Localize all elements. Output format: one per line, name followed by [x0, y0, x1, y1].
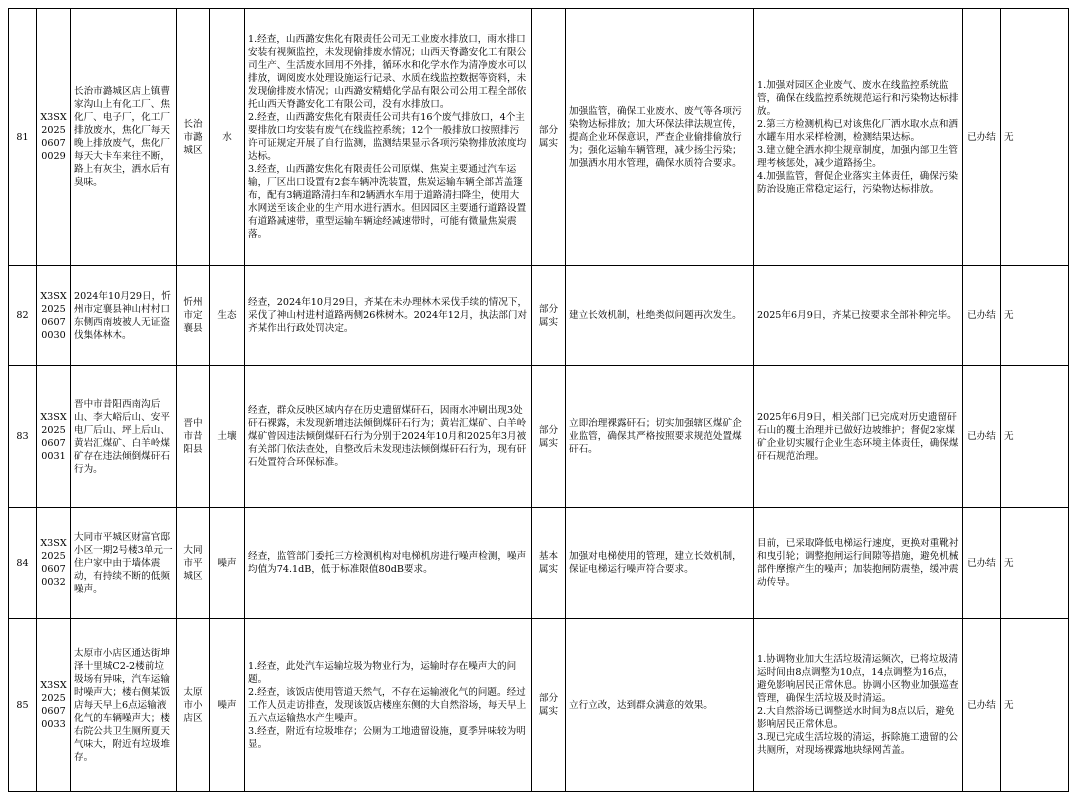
- case-code: X3SX202506070030: [37, 266, 71, 366]
- rectification-requirement: 加强对电梯使用的管理，建立长效机制，保证电梯运行噪声符合要求。: [566, 508, 754, 619]
- case-code: X3SX202506070031: [37, 366, 71, 508]
- complaint-text: 太原市小店区通达街坤泽十里城C2-2楼前垃圾场有异味，汽车运输时噪声大；楼右侧某饭店每天早上6点运输液化气的车辆噪声大；楼右院公共卫生厕所夏天气味大，附近有垃圾堆存。: [71, 619, 177, 792]
- rectification-measures: [754, 619, 963, 792]
- findings-text-item: 2.经查，山西潞安焦化有限责任公司共有16个废气排放口，4个主要排放口均安装有废气在线监控系统；12个一般排放口按照排污许可证规定开展了自行监测，监测结果显示各项污染物排放浓度均达标。: [248, 112, 527, 162]
- findings-text-item: 2.经查，该饭店使用管道天然气，不存在运输液化气的问题。经过工作人员走访排查，发现该饭店楼座东侧的大自然浴场，每天早上五六点运输热水产生噪声。: [248, 686, 527, 724]
- accountability: 无: [1001, 9, 1069, 266]
- admin-area: 晋中市昔阳县: [177, 366, 210, 508]
- findings-text-item: 1.经查，山西潞安焦化有限责任公司无工业废水排放口，雨水排口安装有视频监控，未发现偷排废水情况；山西天脊潞安化工有限公司生产、生活废水回用不外排，循环水和化学水作为清净废水可以排放，调阅废水处理设施运行记录、水质在线监控数据等资料，未发现偷排废水情况；山西潞安精蜡化学品有限公司公用工程全部依托山西天脊潞安化工有限公司，没有水排放口。: [248, 34, 527, 110]
- admin-area: 大同市平城区: [177, 508, 210, 619]
- findings-text-item: 3.经查，山西潞安焦化有限责任公司原煤、焦炭主要通过汽车运输，厂区出口设置有2套车辆冲洗装置，焦炭运输车辆全部苫盖篷布，配有3辆道路清扫车和2辆洒水车用于道路清扫降尘，使用大水网送至该企业的生产用水进行洒水。但因园区主要通行道路设置有道路减速带，重型运输车辆途经减速带时，可能有微量焦炭震落。: [248, 164, 527, 240]
- pollution-category: 土壤: [210, 366, 245, 508]
- case-code: X3SX202506070033: [37, 619, 71, 792]
- admin-area: 太原市小店区: [177, 619, 210, 792]
- rectification-measures-item: 2025年6月9日，相关部门已完成对历史遗留矸石山的覆土治理并已做好边坡维护；督促2家煤矿企业切实履行企业生态环境主体责任，确保煤矸石规范治理。: [757, 411, 959, 462]
- findings-text-item: 经查，2024年10月29日，齐某在未办理林木采伐手续的情况下，采伐了神山村进村道路两侧26株树木。2024年12月，执法部门对齐某作出行政处罚决定。: [248, 297, 528, 334]
- rectification-measures-item: 4.加强监管，督促企业落实主体责任，确保污染防治设施正常稳定运行，污染物达标排放。: [757, 170, 959, 195]
- status: 已办结: [963, 508, 1001, 619]
- accountability: 无: [1001, 366, 1069, 508]
- findings-text: [245, 9, 532, 266]
- rectification-measures: [754, 508, 963, 619]
- status: 已办结: [963, 9, 1001, 266]
- verdict: 基本属实: [532, 508, 566, 619]
- admin-area: 长治市潞城区: [177, 9, 210, 266]
- rectification-measures: [754, 366, 963, 508]
- complaint-text: 大同市平城区财富官邸小区一期2号楼3单元一住户家中由于墙体震动，有持续不断的低频噪声。: [71, 508, 177, 619]
- rectification-measures-item: 3.现已完成生活垃圾的清运，拆除施工遗留的公共厕所，对现场裸露地块绿网苫盖。: [757, 732, 959, 756]
- rectification-measures: [754, 266, 963, 366]
- rectification-measures-item: 1.加强对园区企业废气、废水在线监控系统监管，确保在线监控系统规范运行和污染物达标排放。: [757, 79, 959, 117]
- rectification-measures-item: 1.协调物业加大生活垃圾清运频次，已将垃圾清运时间由8点调整为10点，14点调整为16点，避免影响居民正常休息。协调小区物业加强巡查管理，确保生活垃圾及时清运。: [757, 654, 959, 704]
- pollution-category: 噪声: [210, 508, 245, 619]
- rectification-measures-item: 3.建立健全洒水抑尘规章制度，加强内部卫生管理考核惩处，减少道路扬尘。: [757, 144, 959, 169]
- table-row: [9, 619, 1069, 792]
- status: 已办结: [963, 366, 1001, 508]
- findings-text: [245, 266, 532, 366]
- findings-text: [245, 366, 532, 508]
- verdict: 部分属实: [532, 9, 566, 266]
- complaint-text: 2024年10月29日，忻州市定襄县神山村村口东侧西南坡被人无证盗伐集体林木。: [71, 266, 177, 366]
- verdict: 部分属实: [532, 619, 566, 792]
- rectification-measures-item: 2025年6月9日，齐某已按要求全部补种完毕。: [757, 310, 957, 321]
- status: 已办结: [963, 619, 1001, 792]
- rectification-measures-item: 2.大自然浴场已调整送水时间为8点以后，避免影响居民正常休息。: [757, 706, 955, 730]
- findings-text-item: 经查，监管部门委托三方检测机构对电梯机房进行噪声检测，噪声均值为74.1dB，低于标准限值80dB要求。: [248, 551, 527, 575]
- row-index: 85: [9, 619, 37, 792]
- complaint-table: [8, 8, 1069, 792]
- table-row: [9, 9, 1069, 266]
- pollution-category: 水: [210, 9, 245, 266]
- accountability: 无: [1001, 266, 1069, 366]
- status: 已办结: [963, 266, 1001, 366]
- table-row: [9, 508, 1069, 619]
- rectification-measures: [754, 9, 963, 266]
- complaint-text: 晋中市昔阳西南沟后山、李大峪后山、安平电厂后山、坪上后山、黄岩汇煤矿、白羊岭煤矿存在违法倾倒煤矸石行为。: [71, 366, 177, 508]
- table-row: [9, 366, 1069, 508]
- accountability: 无: [1001, 508, 1069, 619]
- table-row: [9, 266, 1069, 366]
- row-index: 84: [9, 508, 37, 619]
- findings-text: [245, 508, 532, 619]
- row-index: 83: [9, 366, 37, 508]
- row-index: 81: [9, 9, 37, 266]
- case-code: X3SX202506070032: [37, 508, 71, 619]
- findings-text-item: 1.经查，此处汽车运输垃圾为物业行为，运输时存在噪声大的问题。: [248, 660, 517, 685]
- verdict: 部分属实: [532, 366, 566, 508]
- rectification-requirement: 建立长效机制，杜绝类似问题再次发生。: [566, 266, 754, 366]
- findings-text-item: 3.经查，附近有垃圾堆存；公厕为工地遗留设施，夏季异味较为明显。: [248, 725, 526, 750]
- rectification-requirement: 立即治理裸露矸石；切实加强辖区煤矿企业监管，确保其严格按照要求规范处置煤矸石。: [566, 366, 754, 508]
- rectification-requirement: 立行立改，达到群众满意的效果。: [566, 619, 754, 792]
- complaint-text: 长治市潞城区店上镇曹家沟山上有化工厂、焦化厂、电子厂，化工厂排放废水，焦化厂每天晚上排放废气，焦化厂每天大卡车来往不断，路上有灰尘，洒水后有臭味。: [71, 9, 177, 266]
- findings-text-item: 经查，群众反映区域内存在历史遗留煤矸石，因雨水冲刷出现3处矸石裸露，未发现新增违法倾倒煤矸石行为；黄岩汇煤矿、白羊岭煤矿曾因违法倾倒煤矸石行为分别于2024年10月和2025年3月被有关部门依法查处，自整改后未发现违法倾倒煤矸石行为，现有矸石处置符合环保标准。: [248, 405, 527, 468]
- accountability: 无: [1001, 619, 1069, 792]
- rectification-requirement: 加强监管，确保工业废水、废气等各项污染物达标排放；加大环保法律法规宣传，提高企业环保意识，严查企业偷排偷放行为；强化运输车辆管理，减少扬尘污染；加强洒水用水管理，确保水质符合要求。: [566, 9, 754, 266]
- verdict: 部分属实: [532, 266, 566, 366]
- pollution-category: 生态: [210, 266, 245, 366]
- findings-text: [245, 619, 532, 792]
- case-code: X3SX202506070029: [37, 9, 71, 266]
- rectification-measures-item: 2.第三方检测机构已对该焦化厂洒水取水点和洒水罐车用水采样检测，检测结果达标。: [757, 118, 959, 143]
- admin-area: 忻州市定襄县: [177, 266, 210, 366]
- rectification-measures-item: 目前，已采取降低电梯运行速度，更换对重靴衬和曳引轮；调整抱闸运行间隙等措施，避免机械部件摩擦产生的噪声；加装抱闸防震垫，缓冲震动传导。: [757, 538, 959, 588]
- pollution-category: 噪声: [210, 619, 245, 792]
- row-index: 82: [9, 266, 37, 366]
